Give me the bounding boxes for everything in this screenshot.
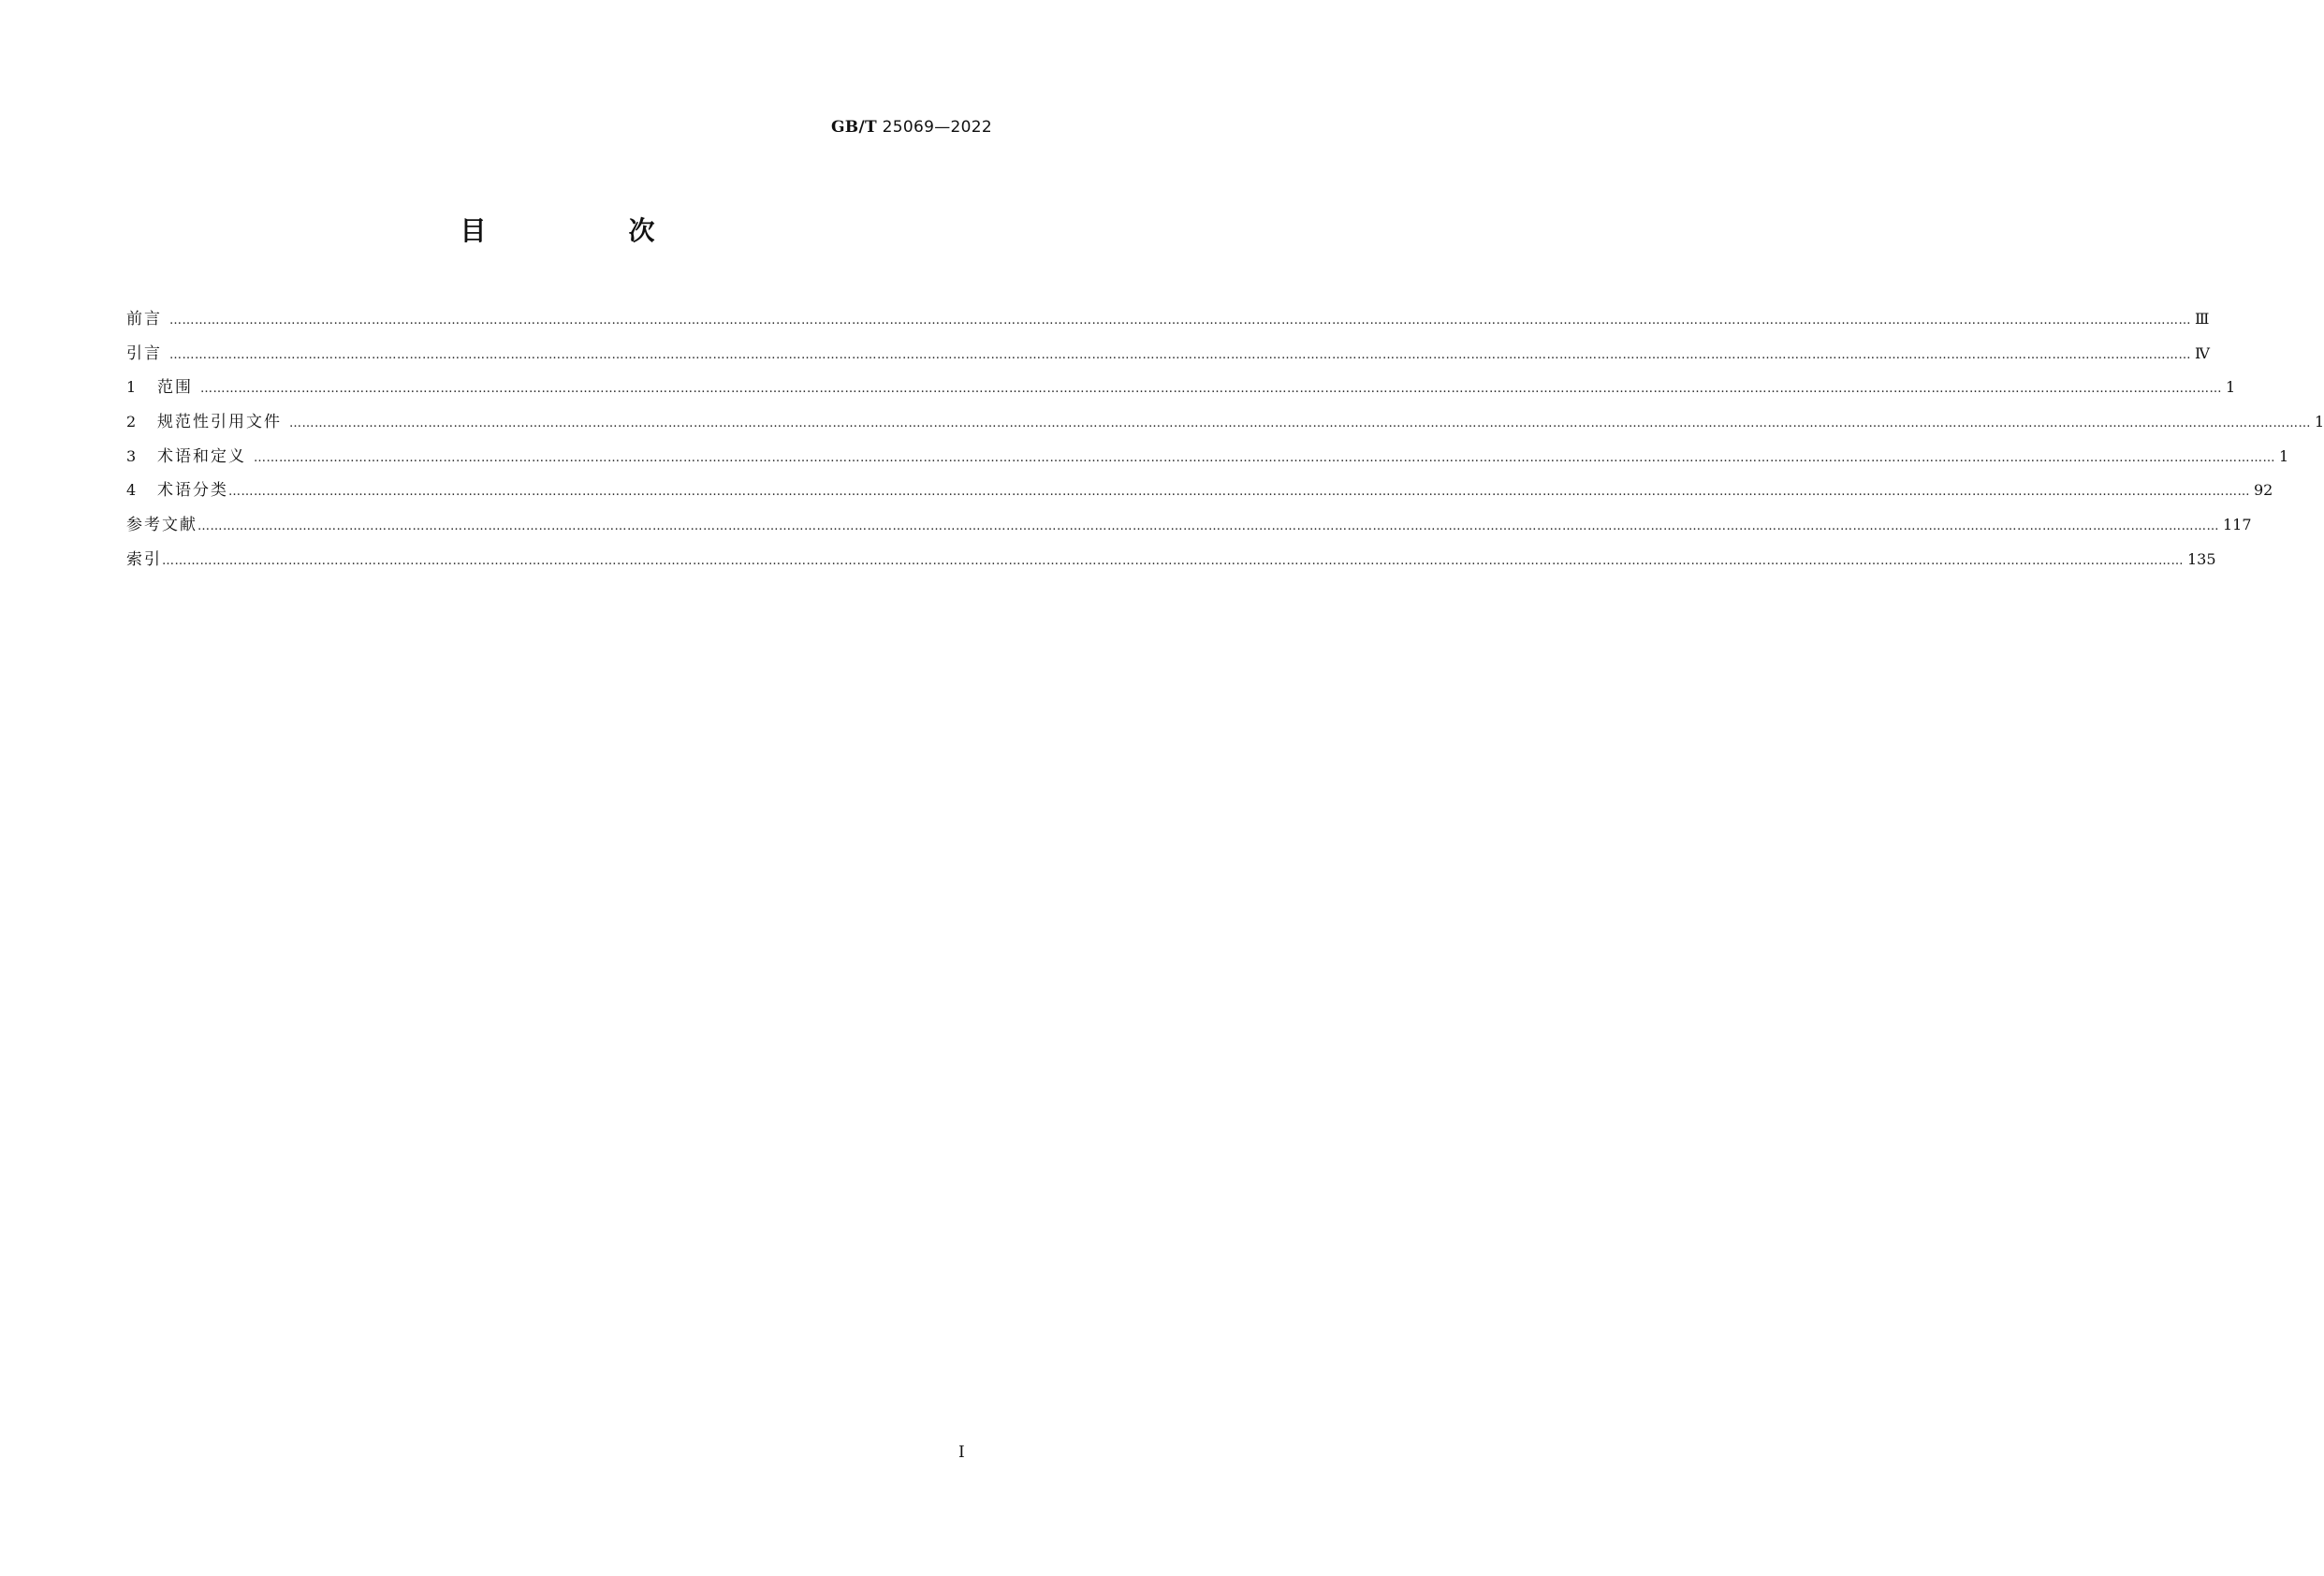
toc-entry-term-classification[interactable] bbox=[126, 476, 2273, 511]
toc-entry-terms-and-definitions[interactable] bbox=[126, 443, 2289, 477]
toc-entry-label bbox=[126, 476, 228, 500]
toc-leader-dots: ………………………………………………………………………………………………………………………………………………………………………………………………………………………………………………………………………………………………………………………………………………………………………………………………………………………………………… bbox=[200, 382, 2222, 397]
toc-leader-dots: ………………………………………………………………………………………………………………………………………………………………………………………………………………………………………………………………………………………………………………………………………………………………………………………………………………………………………… bbox=[254, 450, 2275, 465]
toc-leader-dots: ………………………………………………………………………………………………………………………………………………………………………………………………………………………………………………………………………………………………………………………………………………………………………………………………………………………………………… bbox=[162, 553, 2184, 568]
toc-entry-label bbox=[126, 443, 246, 466]
toc-leader-dots: ………………………………………………………………………………………………………………………………………………………………………………………………………………………………………………………………………………………………………………………………………………………………………………………………………………………………………… bbox=[228, 485, 2250, 500]
standard-code bbox=[831, 118, 992, 137]
page-title: 目 次 bbox=[460, 215, 713, 246]
toc-leader-dots: ………………………………………………………………………………………………………………………………………………………………………………………………………………………………………………………………………………………………………………………………………………………………………………………………………………………………………… bbox=[197, 519, 2219, 534]
table-of-contents bbox=[126, 305, 2324, 580]
toc-entry-page: 1 bbox=[2315, 413, 2324, 431]
toc-entry-text: 前言 bbox=[126, 310, 162, 328]
toc-entry-bibliography[interactable] bbox=[126, 511, 2252, 546]
toc-entry-label bbox=[126, 408, 282, 431]
toc-entry-label bbox=[126, 546, 162, 569]
toc-entry-foreword[interactable] bbox=[126, 305, 2210, 340]
toc-entry-page: Ⅲ bbox=[2195, 310, 2210, 328]
toc-entry-introduction[interactable] bbox=[126, 340, 2210, 374]
toc-entry-text: 术语和定义 bbox=[157, 446, 246, 466]
toc-entry-number: 3 bbox=[126, 446, 137, 465]
page-number: Ⅰ bbox=[958, 1443, 965, 1462]
standard-prefix: GB/T bbox=[830, 118, 877, 137]
toc-leader-dots: ………………………………………………………………………………………………………………………………………………………………………………………………………………………………………………………………………………………………………………………………………………………………………………………………………………………………………… bbox=[169, 347, 2191, 362]
toc-entry-label bbox=[126, 511, 197, 534]
toc-entry-number: 4 bbox=[126, 481, 137, 500]
toc-entry-scope[interactable] bbox=[126, 373, 2236, 408]
toc-leader-dots: ………………………………………………………………………………………………………………………………………………………………………………………………………………………………………………………………………………………………………………………………………………………………………………………………………………………………………… bbox=[289, 416, 2311, 431]
toc-entry-page: 1 bbox=[2279, 446, 2289, 465]
toc-entry-page: Ⅳ bbox=[2195, 343, 2210, 362]
toc-entry-page: 135 bbox=[2187, 549, 2216, 568]
toc-entry-text: 引言 bbox=[126, 343, 162, 363]
toc-entry-label bbox=[126, 373, 193, 397]
toc-entry-number: 1 bbox=[126, 378, 137, 397]
toc-entry-text: 范围 bbox=[157, 378, 193, 398]
toc-entry-page: 92 bbox=[2254, 481, 2273, 500]
standard-number: 25069—2022 bbox=[882, 118, 992, 137]
toc-entry-text: 索引 bbox=[126, 549, 162, 569]
toc-entry-normative-references[interactable] bbox=[126, 408, 2324, 443]
toc-entry-label bbox=[126, 340, 162, 363]
toc-leader-dots: ………………………………………………………………………………………………………………………………………………………………………………………………………………………………………………………………………………………………………………………………………………………………………………………………………………………………………… bbox=[169, 314, 2191, 328]
toc-entry-text: 术语分类 bbox=[157, 481, 228, 501]
toc-entry-text: 规范性引用文件 bbox=[157, 413, 282, 432]
toc-entry-index[interactable] bbox=[126, 546, 2216, 580]
toc-entry-text: 参考文献 bbox=[126, 516, 197, 535]
toc-entry-page: 1 bbox=[2226, 378, 2236, 397]
toc-entry-page: 117 bbox=[2223, 516, 2252, 534]
toc-entry-label bbox=[126, 305, 162, 328]
toc-entry-number: 2 bbox=[126, 413, 137, 431]
